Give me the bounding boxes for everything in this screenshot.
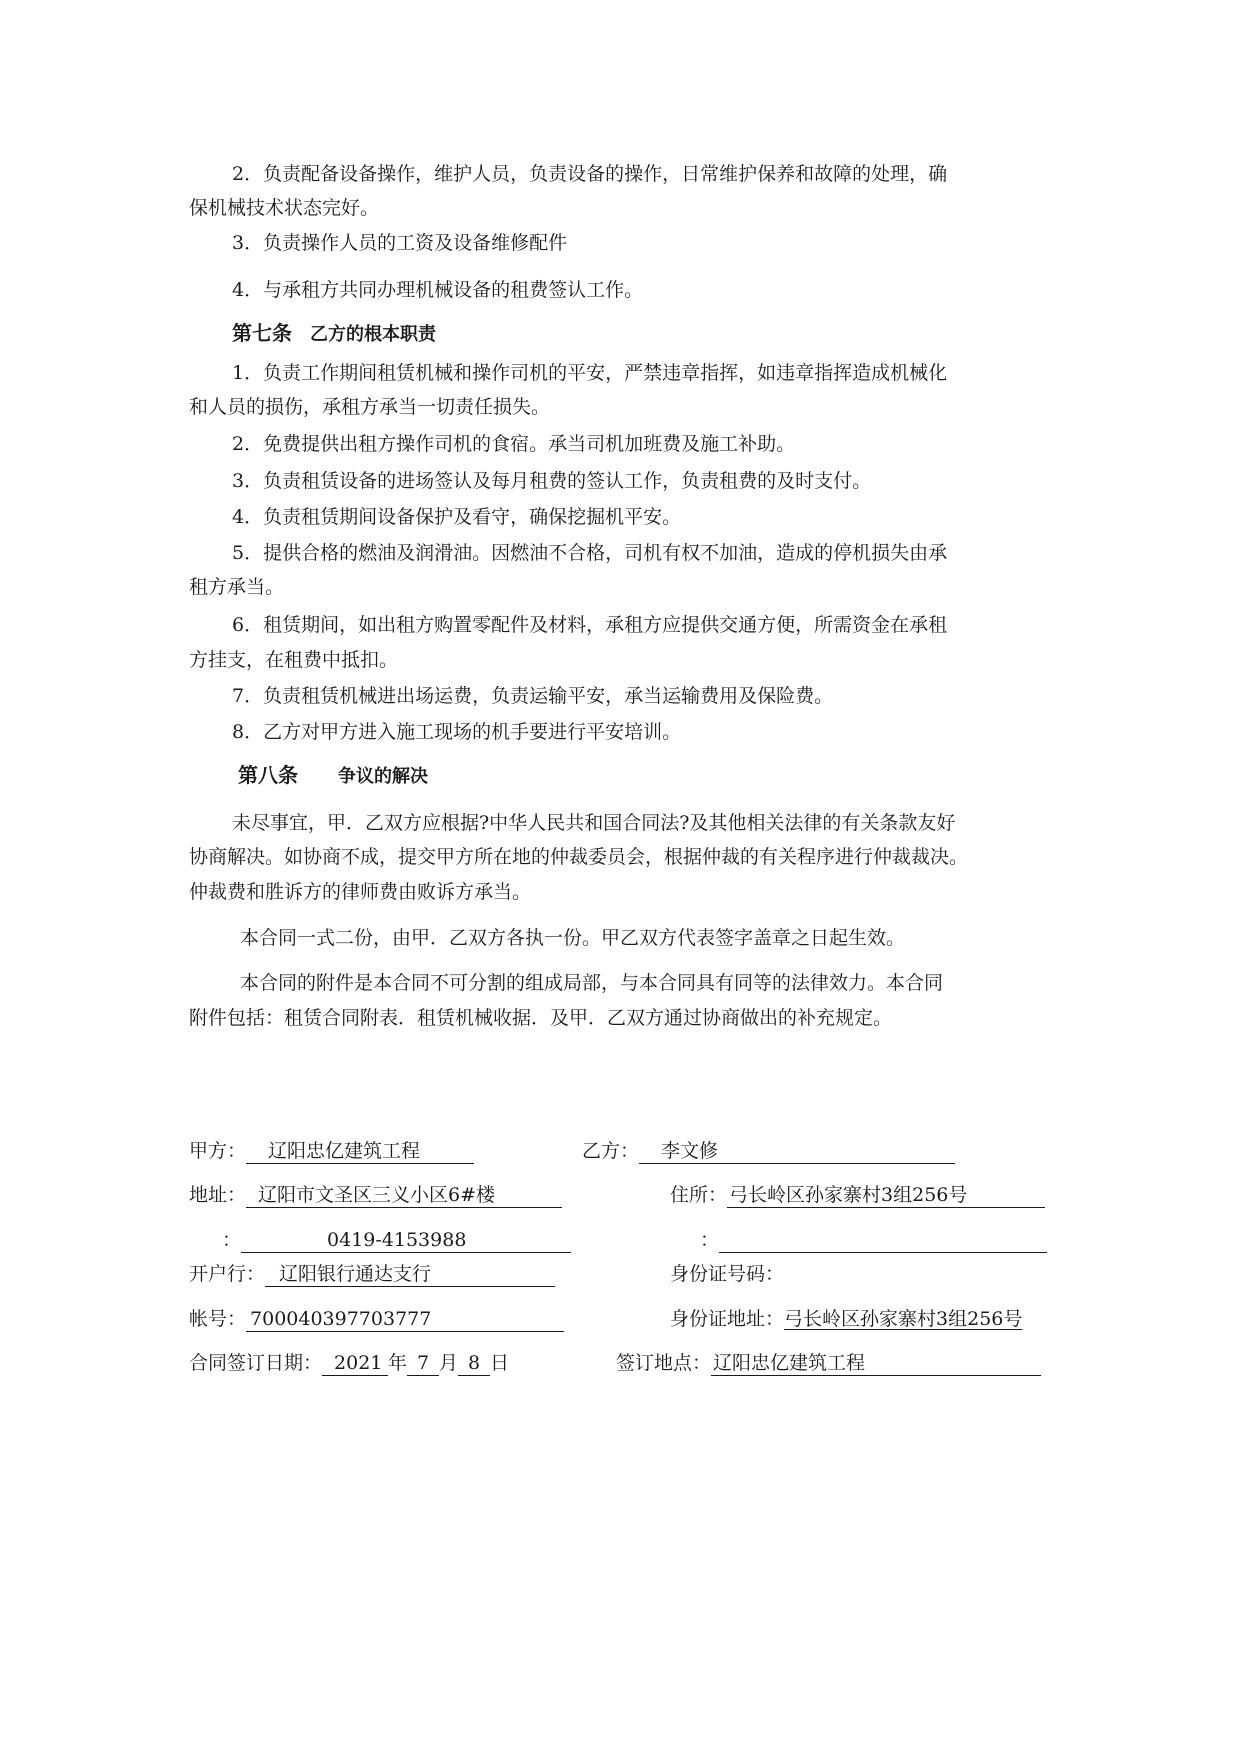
article8-line: 附件包括：租赁合同附表．租赁机械收据．及甲．乙双方通过协商做出的补充规定。 — [189, 1007, 893, 1029]
article7-line: 6．租赁期间，如出租方购置零配件及材料，承租方应提供交通方便，所需资金在承租 — [232, 614, 948, 636]
article7-line: 8．乙方对甲方进入施工现场的机手要进行平安培训。 — [232, 721, 682, 743]
party-a-row — [189, 1138, 474, 1164]
article7-line: 3．负责租赁设备的进场签认及每月租费的签认工作，负责租费的及时支付。 — [232, 470, 872, 492]
phone-a-row — [222, 1227, 571, 1253]
article6-item-3: 3．负责操作人员的工资及设备维修配件 — [232, 232, 568, 254]
residence-value: 弓长岭区孙家寨村3组256号 — [729, 1184, 968, 1206]
date-day: 8 — [468, 1352, 481, 1374]
address-value: 辽阳市文圣区三义小区6#楼 — [258, 1184, 496, 1206]
address-field[interactable] — [246, 1184, 562, 1208]
account-value: 700040397703777 — [250, 1308, 432, 1330]
article7-line: 4．负责租赁期间设备保护及看守，确保挖掘机平安。 — [232, 506, 682, 528]
id-number-row — [670, 1261, 784, 1287]
month-char: 月 — [439, 1352, 459, 1374]
article6-item-2: 2．负责配备设备操作，维护人员，负责设备的操作，日常维护保养和故障的处理，确 — [232, 163, 948, 185]
phone-a-field[interactable] — [241, 1229, 571, 1253]
article7-line: 1．负责工作期间租赁机械和操作司机的平安，严禁违章指挥，如违章指挥造成机械化 — [232, 362, 948, 384]
article7-line: 和人员的损伤，承租方承当一切责任损失。 — [189, 396, 551, 418]
day-char: 日 — [490, 1352, 510, 1374]
article7-line: 2．免费提供出租方操作司机的食宿。承当司机加班费及施工补助。 — [232, 433, 796, 455]
place-row — [616, 1350, 1041, 1376]
party-a-field[interactable] — [246, 1140, 474, 1164]
article8-line: 仲裁费和胜诉方的律师费由败诉方承当。 — [189, 881, 532, 903]
phone-a-value: 0419-4153988 — [327, 1229, 467, 1251]
date-year: 2021 — [334, 1352, 383, 1374]
place-label: 签订地点： — [616, 1352, 712, 1374]
address-label: 地址： — [189, 1184, 247, 1206]
phone-a-label: ： — [222, 1229, 242, 1251]
article7-line: 租方承当。 — [189, 576, 285, 598]
address-row — [189, 1182, 562, 1208]
residence-label: 住所： — [670, 1184, 728, 1206]
article6-item-2-cont: 保机械技术状态完好。 — [189, 197, 380, 219]
id-address-label: 身份证地址： — [670, 1308, 785, 1330]
party-a-label: 甲方： — [189, 1140, 247, 1162]
date-month: 7 — [417, 1352, 430, 1374]
party-b-label: 乙方： — [582, 1140, 640, 1162]
article8-title: 争议的解决 — [338, 766, 428, 787]
article7-title: 乙方的根本职责 — [310, 324, 436, 345]
year-char: 年 — [388, 1352, 408, 1374]
place-value: 辽阳忠亿建筑工程 — [713, 1352, 866, 1374]
phone-b-field[interactable] — [719, 1229, 1047, 1253]
phone-b-row — [700, 1227, 1047, 1253]
id-number-label: 身份证号码： — [670, 1263, 785, 1285]
party-b-field[interactable] — [639, 1140, 955, 1164]
account-label: 帐号： — [189, 1308, 247, 1330]
article8-line: 协商解决。如协商不成，提交甲方所在地的仲裁委员会，根据仲裁的有关程序进行仲裁裁决。 — [189, 846, 969, 868]
date-month-field[interactable] — [407, 1352, 439, 1376]
party-b-row — [582, 1138, 955, 1164]
account-row — [189, 1306, 564, 1332]
id-address-value: 弓长岭区孙家寨村3组256号 — [784, 1308, 1023, 1330]
bank-row — [189, 1261, 555, 1287]
article8-line: 本合同一式二份，由甲．乙双方各执一份。甲乙双方代表签字盖章之日起生效。 — [240, 927, 906, 949]
place-field[interactable] — [711, 1352, 1041, 1376]
date-row — [189, 1350, 509, 1376]
residence-row — [670, 1182, 1045, 1208]
party-a-value: 辽阳忠亿建筑工程 — [268, 1140, 421, 1162]
article7-line: 7．负责租赁机械进出场运费，负责运输平安，承当运输费用及保险费。 — [232, 685, 834, 707]
date-year-field[interactable] — [322, 1352, 388, 1376]
party-b-value: 李文修 — [661, 1140, 719, 1162]
article7-line: 方挂支，在租费中抵扣。 — [189, 649, 399, 671]
article7-line: 5．提供合格的燃油及润滑油。因燃油不合格，司机有权不加油，造成的停机损失由承 — [232, 542, 948, 564]
article7-heading — [232, 320, 436, 348]
bank-label: 开户行： — [189, 1263, 266, 1285]
account-field[interactable] — [246, 1308, 564, 1332]
article8-line: 未尽事宜，甲．乙双方应根据?中华人民共和国合同法?及其他相关法律的有关条款友好 — [232, 812, 956, 834]
article7-number: 第七条 — [232, 321, 292, 345]
article6-item-4: 4．与承租方共同办理机械设备的租费签认工作。 — [232, 279, 644, 301]
article8-line: 本合同的附件是本合同不可分割的组成局部，与本合同具有同等的法律效力。本合同 — [240, 972, 944, 994]
article8-number: 第八条 — [238, 763, 298, 787]
article8-heading — [238, 762, 428, 790]
bank-field[interactable] — [265, 1263, 555, 1287]
date-day-field[interactable] — [458, 1352, 490, 1376]
bank-value: 辽阳银行通达支行 — [279, 1263, 432, 1285]
phone-b-label: ： — [700, 1229, 720, 1251]
id-address-row — [670, 1306, 1022, 1332]
date-label: 合同签订日期： — [189, 1352, 323, 1374]
residence-field[interactable] — [727, 1184, 1045, 1208]
